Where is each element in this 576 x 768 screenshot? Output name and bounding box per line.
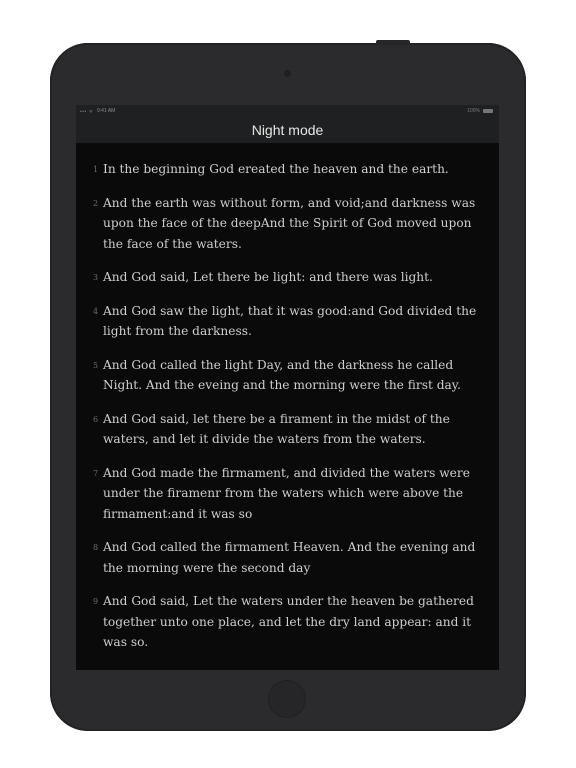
verse-number: 2	[93, 198, 99, 208]
verse-item[interactable]	[91, 537, 483, 578]
verse-item[interactable]	[91, 355, 483, 396]
verse-number: 8	[93, 543, 99, 552]
verse-item[interactable]	[91, 267, 483, 288]
verse-number: 4	[93, 306, 99, 316]
status-bar	[76, 105, 499, 117]
tablet-device	[50, 43, 526, 731]
status-time: 9:41 AM	[97, 108, 116, 114]
verse-item[interactable]	[91, 301, 483, 342]
verse-list	[76, 143, 499, 666]
verse-text: And God called the firmament Heaven. And the evening and the morning were the second day	[103, 540, 476, 575]
verse-text: In the beginning God ereated the heaven and the earth.	[103, 162, 449, 176]
verse-item[interactable]	[91, 193, 483, 255]
page-title: Night mode	[251, 122, 324, 138]
verse-text: And God said, Let the waters under the heaven be gathered together unto one place, and let the dry land appear: and it was so.	[103, 594, 474, 649]
battery-icon	[483, 109, 493, 113]
power-button[interactable]	[376, 40, 410, 45]
verse-item[interactable]	[91, 463, 483, 525]
verse-item[interactable]	[91, 591, 483, 653]
verse-number: 6	[93, 414, 99, 424]
front-camera	[284, 70, 291, 77]
battery-percent: 100%	[467, 108, 480, 114]
verse-text: And God made the firmament, and divided the waters were under the firamenr from the waters which were above the firmament:and it was so	[103, 465, 470, 521]
verse-text: And God saw the light, that it was good:and God divided the light from the darkness.	[103, 303, 477, 338]
verse-number: 3	[93, 273, 99, 282]
verse-number: 7	[93, 468, 99, 478]
verse-item[interactable]	[91, 159, 483, 180]
verse-text: And God said, let there be a firament in the midst of the waters, and let it divide the waters from the waters.	[103, 411, 450, 446]
verse-text: And the earth was without form, and void;and darkness was upon the face of the deepAnd the Spirit of God moved upon the face of the waters.	[103, 195, 476, 251]
verse-item[interactable]	[91, 409, 483, 450]
verse-number: 1	[93, 165, 99, 174]
verse-text: And God said, Let there be light: and there was light.	[103, 270, 433, 284]
verse-text: And God called the light Day, and the darkness he called Night. And the eveing and the morning were the first day.	[103, 357, 461, 392]
home-button[interactable]	[268, 680, 306, 718]
verse-number: 5	[93, 360, 99, 370]
signal-icon: ••• ᯤ	[80, 109, 94, 115]
navigation-bar	[76, 117, 499, 143]
screen	[76, 105, 499, 670]
verse-number: 9	[93, 597, 99, 606]
